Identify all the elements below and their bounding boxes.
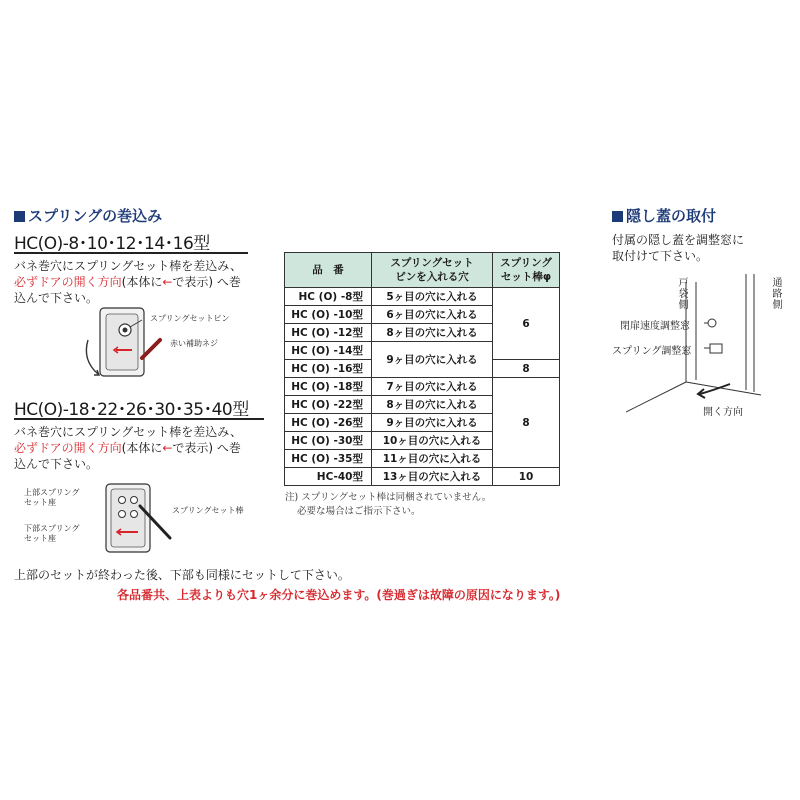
label-lower-spring-seat: 下部スプリング セット座 xyxy=(24,524,80,543)
row-model: HC (O) -35型 xyxy=(285,450,372,468)
row-model: HC (O) -8型 xyxy=(285,288,372,306)
spec-table xyxy=(284,252,560,486)
rod-size-cell: 8 xyxy=(493,378,560,468)
row-model: HC (O) -30型 xyxy=(285,432,372,450)
row-hole: 11ヶ目の穴に入れる xyxy=(372,450,493,468)
table-row xyxy=(285,378,560,396)
label-door-pocket: 戸袋側 xyxy=(678,278,689,311)
label-passage: 通路側 xyxy=(772,278,783,311)
cover-para-2: 取付けて下さい。 xyxy=(612,249,709,263)
group2-arrow-mark: ← xyxy=(162,441,173,455)
row-hole: 8ヶ目の穴に入れる xyxy=(372,396,493,414)
header-rod xyxy=(493,253,560,288)
header-hole-text: スプリングセット ピンを入れる穴 xyxy=(390,257,474,283)
row-model: HC (O) -18型 xyxy=(285,378,372,396)
warning-text: 各品番共、上表よりも穴1ヶ余分に巻込めます。(巻過ぎは故障の原因になります。) xyxy=(117,588,561,602)
row-hole: 6ヶ目の穴に入れる xyxy=(372,306,493,324)
square-bullet-icon xyxy=(14,211,25,222)
header-hole xyxy=(372,253,493,288)
label-open-direction: 開く方向 xyxy=(703,407,743,418)
row-model: HC (O) -14型 xyxy=(285,342,372,360)
after-setting-text: 上部のセットが終わった後、下部も同様にセットして下さい。 xyxy=(14,568,350,582)
label-spring-set-pin: スプリングセットピン xyxy=(150,314,230,323)
group2-para-e: で表示) へ巻込んで下さい。 xyxy=(14,441,241,471)
row-hole: 13ヶ目の穴に入れる xyxy=(372,468,493,486)
section-title-cover-text: 隠し蓋の取付 xyxy=(626,207,717,225)
group1-rule xyxy=(14,252,248,254)
group2-para-b: 必ずドアの開く方向 xyxy=(14,441,122,455)
group1-para-c: (本体に xyxy=(121,275,163,289)
table-row xyxy=(285,468,560,486)
group1-heading: HC(O)-8･10･12･14･16型 xyxy=(14,234,210,254)
row-hole: 7ヶ目の穴に入れる xyxy=(372,378,493,396)
closer-diagram-large xyxy=(96,480,176,560)
group2-para-c: (本体に xyxy=(121,441,163,455)
group2-instructions xyxy=(14,424,246,472)
row-model: HC (O) -26型 xyxy=(285,414,372,432)
table-row xyxy=(285,288,560,306)
label-upper-spring-seat: 上部スプリング セット座 xyxy=(24,488,80,507)
group1-instructions xyxy=(14,258,246,306)
row-hole: 5ヶ目の穴に入れる xyxy=(372,288,493,306)
row-model: HC (O) -12型 xyxy=(285,324,372,342)
row-model: HC-40型 xyxy=(285,468,372,486)
label-spring-window: スプリング調整窓 xyxy=(612,346,692,357)
group1-arrow-mark: ← xyxy=(162,275,173,289)
table-note-2: 必要な場合はご指示下さい。 xyxy=(297,506,421,517)
section-title-text: スプリングの巻込み xyxy=(28,207,163,225)
row-model: HC (O) -16型 xyxy=(285,360,372,378)
rod-size-cell: 8 xyxy=(493,360,560,378)
label-speed-window: 閉扉速度調整窓 xyxy=(620,321,690,332)
rod-size-cell: 6 xyxy=(493,288,560,360)
row-hole: 9ヶ目の穴に入れる xyxy=(372,414,493,432)
header-model xyxy=(285,253,372,288)
label-red-aux-screw: 赤い補助ネジ xyxy=(170,339,218,348)
row-hole: 10ヶ目の穴に入れる xyxy=(372,432,493,450)
group1-para-b: 必ずドアの開く方向 xyxy=(14,275,122,289)
label-spring-set-rod: スプリングセット棒 xyxy=(172,506,244,515)
group2-rule xyxy=(14,418,264,420)
section-title-cover xyxy=(612,205,716,226)
group2-heading: HC(O)-18･22･26･30･35･40型 xyxy=(14,400,249,420)
group1-para-a: バネ巻穴にスプリングセット棒を差込み、 xyxy=(14,259,243,273)
group1-para-e: で表示) へ巻込んで下さい。 xyxy=(14,275,241,305)
square-bullet-icon xyxy=(612,211,623,222)
row-model: HC (O) -22型 xyxy=(285,396,372,414)
spec-table-wrap xyxy=(284,252,560,486)
table-header-row xyxy=(285,253,560,288)
header-rod-text: スプリング セット棒φ xyxy=(500,257,552,283)
closer-diagram-small xyxy=(70,300,180,386)
group2-para-a: バネ巻穴にスプリングセット棒を差込み、 xyxy=(14,425,243,439)
rod-size-cell: 10 xyxy=(493,468,560,486)
row-hole: 8ヶ目の穴に入れる xyxy=(372,324,493,342)
row-hole: 9ヶ目の穴に入れる xyxy=(372,342,493,378)
header-model-text: 品 番 xyxy=(312,264,344,276)
table-note-1: 注) スプリングセット棒は同梱されていません。 xyxy=(285,492,492,503)
section-title-spring xyxy=(14,205,162,226)
cover-para-1: 付属の隠し蓋を調整窓に xyxy=(612,233,745,247)
row-model: HC (O) -10型 xyxy=(285,306,372,324)
